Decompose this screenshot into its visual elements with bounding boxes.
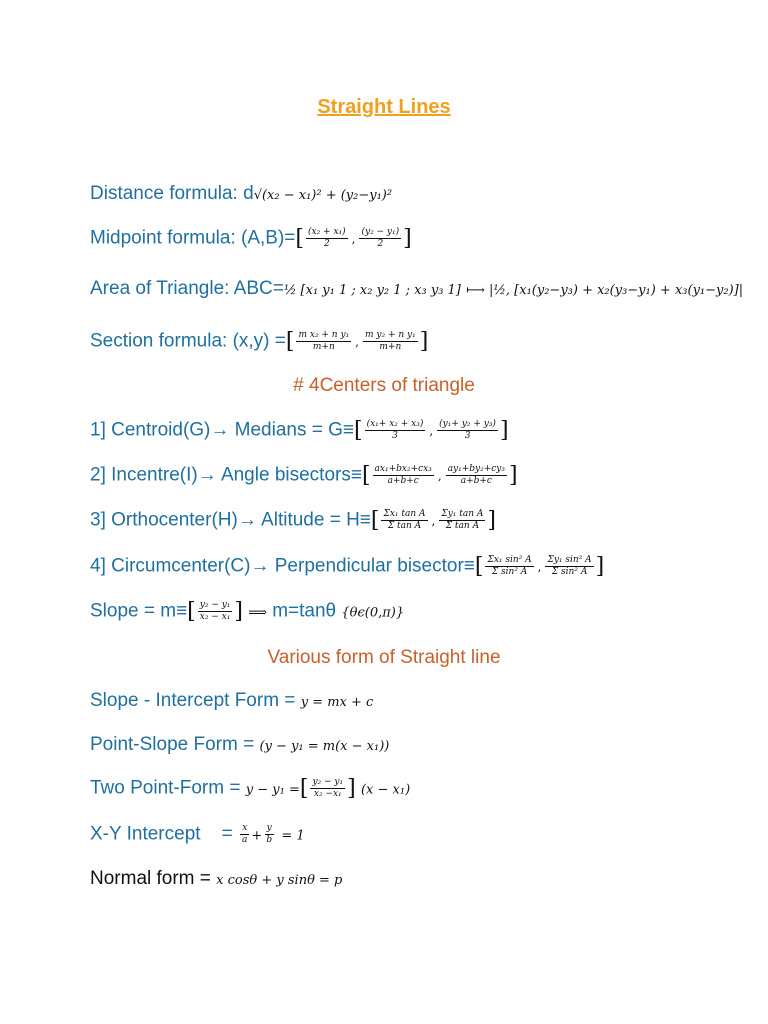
section-frac-x: $\frac{\text{m x₂ + n y₁}}{m+n}$ xyxy=(298,330,350,352)
centroid-frac-x: $\frac{\text{(x₁+ x₂ + x₃)}}{3}$ xyxy=(366,419,424,441)
midpoint-label: Midpoint formula: (A,B)= xyxy=(90,227,296,249)
incentre-label: 2] Incentre(I)→ Angle bisectors≡ xyxy=(90,464,362,486)
circumcenter-formula: 4] Circumcenter(C)→ Perpendicular bisector≡[ $\frac{\text{Σx₁ sin² A}}{\text{Σ sin² A}}$ , $\frac{\text{Σy₁ sin² A}}{\text{Σ sin² A}}$ ] xyxy=(90,554,605,579)
midpoint-formula: Midpoint formula: (A,B)=[ $\frac{\text{(x₂ + x₁)}}{2}$ , $\frac{\text{(y₂ − y₁)}}{2}$ ] xyxy=(90,226,412,251)
implies-arrow: ⟹ xyxy=(248,605,267,621)
two-point-frac: $\frac{\text{y₂ − y₁}}{\text{x₂ −x₁}}$ xyxy=(312,777,344,799)
distance-expr: √(x₂ − x₁)² + (y₂−y₁)² xyxy=(253,188,393,203)
centroid-frac-y: $\frac{\text{(y₁+ y₂ + y₃)}}{3}$ xyxy=(439,419,496,441)
distance-formula xyxy=(90,183,392,205)
orthocenter-formula: 3] Orthocenter(H)→ Altitude = H≡[ $\frac{\text{Σx₁ tan A}}{\text{Σ tan A}}$ , $\frac{\text{Σy₁ tan A}}{\text{Σ tan A}}$ ] xyxy=(90,508,497,533)
two-point-label: Two Point-Form = xyxy=(90,777,241,799)
slope-label: Slope = m≡ xyxy=(90,600,188,622)
point-slope-expr: (y − y₁ = m(x − x₁)) xyxy=(259,739,390,754)
circumcenter-frac-x: $\frac{\text{Σx₁ sin² A}}{\text{Σ sin² A}}$ xyxy=(487,555,532,577)
page-title: Straight Lines xyxy=(317,96,451,118)
slope-intercept-form xyxy=(90,690,373,712)
point-slope-label: Point-Slope Form = xyxy=(90,734,255,755)
two-point-lhs: y − y₁ = xyxy=(245,782,300,798)
distance-label: Distance formula: d xyxy=(90,183,254,204)
slope-intercept-expr: y = mx + c xyxy=(300,695,374,710)
section-label: Section formula: (x,y) = xyxy=(90,330,286,352)
xy-frac-y: $\frac{y}{b}$ xyxy=(266,823,273,845)
centroid-label: 1] Centroid(G)→ Medians = G≡ xyxy=(90,419,354,441)
slope-range: {θϵ(0,π)} xyxy=(341,605,405,621)
two-point-rhs: (x − x₁) xyxy=(360,782,411,798)
slope-intercept-label: Slope - Intercept Form = xyxy=(90,690,296,711)
point-slope-form xyxy=(90,734,389,756)
slope-frac: $\frac{\text{y₂ − y₁}}{\text{x₂ − x₁}}$ xyxy=(199,600,231,622)
incentre-frac-x: $\frac{\text{ax₁+bx₂+cx₃}}{a+b+c}$ xyxy=(374,464,432,486)
normal-label: Normal form = xyxy=(90,868,211,889)
midpoint-frac-x: $\frac{\text{(x₂ + x₁)}}{2}$ xyxy=(307,227,346,249)
orthocenter-label: 3] Orthocenter(H)→ Altitude = H≡ xyxy=(90,509,371,531)
section-formula: Section formula: (x,y) =[ $\frac{\text{m x₂ + n y₁}}{m+n}$ , $\frac{\text{m y₂ + n y₁}}{m+n}$ ] xyxy=(90,329,429,354)
centers-heading: # 4Centers of triangle xyxy=(293,375,475,396)
incentre-formula: 2] Incentre(I)→ Angle bisectors≡[ $\frac{\text{ax₁+bx₂+cx₃}}{a+b+c}$ , $\frac{\text{ay₁+by₂+cy₃}}{a+b+c}$ ] xyxy=(90,463,518,488)
section-frac-y: $\frac{\text{m y₂ + n y₁}}{m+n}$ xyxy=(365,330,416,352)
normal-expr: x cosθ + y sinθ = p xyxy=(216,873,343,888)
circumcenter-label: 4] Circumcenter(C)→ Perpendicular bisector≡ xyxy=(90,555,475,577)
two-point-form: Two Point-Form = y − y₁ =[ $\frac{\text{y₂ − y₁}}{\text{x₂ −x₁}}$ ] (x − x₁) xyxy=(90,776,411,801)
xy-intercept-rhs: = 1 xyxy=(281,828,305,844)
slope-formula: Slope = m≡[ $\frac{\text{y₂ − y₁}}{\text{x₂ − x₁}}$ ] ⟹ m=tanθ {θϵ(0,π)} xyxy=(90,599,405,624)
midpoint-frac-y: $\frac{\text{(y₂ − y₁)}}{2}$ xyxy=(361,227,400,249)
area-matrix: ½ [x₁ y₁ 1 ; x₂ y₂ 1 ; x₃ y₃ 1] xyxy=(283,283,461,298)
area-label: Area of Triangle: ABC= xyxy=(90,278,284,299)
area-formula xyxy=(90,278,743,300)
xy-intercept-label: X-Y Intercept = xyxy=(90,823,233,845)
centroid-formula: 1] Centroid(G)→ Medians = G≡[ $\frac{\text{(x₁+ x₂ + x₃)}}{3}$ , $\frac{\text{(y₁+ y₂ + y₃)}}{3}$ ] xyxy=(90,418,509,443)
area-expr: ⟼ |½, [x₁(y₂−y₃) + x₂(y₃−y₁) + x₃(y₁−y₂)]| xyxy=(466,283,744,298)
normal-form xyxy=(90,868,342,890)
circumcenter-frac-y: $\frac{\text{Σy₁ sin² A}}{\text{Σ sin² A}}$ xyxy=(547,555,592,577)
xy-frac-x: $\frac{x}{a}$ xyxy=(242,823,248,845)
orthocenter-frac-y: $\frac{\text{Σy₁ tan A}}{\text{Σ tan A}}$ xyxy=(441,509,484,531)
orthocenter-frac-x: $\frac{\text{Σx₁ tan A}}{\text{Σ tan A}}$ xyxy=(383,509,426,531)
forms-heading: Various form of Straight line xyxy=(267,647,501,668)
slope-tan-label: m=tanθ xyxy=(272,600,337,622)
incentre-frac-y: $\frac{\text{ay₁+by₂+cy₃}}{a+b+c}$ xyxy=(447,464,505,486)
xy-intercept-form: X-Y Intercept = $\frac{x}{a}$ + $\frac{y}{b}$ = 1 xyxy=(90,823,305,845)
